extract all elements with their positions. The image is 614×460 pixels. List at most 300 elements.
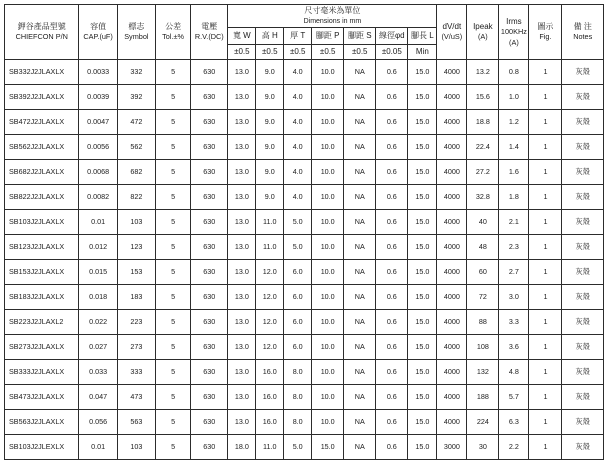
cell-thickness: 5.0 — [284, 210, 312, 235]
cell-part-number: SB562J2JLAXLX — [5, 135, 79, 160]
cell-symbol: 472 — [117, 110, 155, 135]
cell-width: 13.0 — [228, 410, 256, 435]
header-height: 高 H — [256, 28, 284, 45]
cell-symbol: 562 — [117, 135, 155, 160]
table-row — [5, 60, 604, 85]
cell-tolerance: 5 — [156, 235, 191, 260]
cell-pitch-p: 10.0 — [312, 385, 344, 410]
header-pitch-s: 腳距 S — [344, 28, 376, 45]
cell-thickness: 4.0 — [284, 135, 312, 160]
cell-dvdt: 4000 — [437, 160, 467, 185]
cell-part-number: SB473J2JLAXLX — [5, 385, 79, 410]
cell-rated-voltage: 630 — [191, 285, 228, 310]
table-row — [5, 160, 604, 185]
cell-symbol: 103 — [117, 210, 155, 235]
cell-lead-diameter: 0.6 — [376, 385, 408, 410]
cell-figure: 1 — [529, 285, 562, 310]
cell-note: 灰殼 — [562, 385, 604, 410]
header-pitch-p-tol: ±0.5 — [312, 45, 344, 60]
cell-symbol: 473 — [117, 385, 155, 410]
cell-part-number: SB123J2JLAXLX — [5, 235, 79, 260]
table-row — [5, 85, 604, 110]
table-row — [5, 360, 604, 385]
cell-dvdt: 4000 — [437, 260, 467, 285]
cell-lead-length: 15.0 — [408, 410, 437, 435]
cell-symbol: 333 — [117, 360, 155, 385]
header-width: 寬 W — [228, 28, 256, 45]
cell-lead-length: 15.0 — [408, 85, 437, 110]
cell-lead-diameter: 0.6 — [376, 85, 408, 110]
cell-pitch-p: 10.0 — [312, 260, 344, 285]
cell-dvdt: 3000 — [437, 435, 467, 460]
cell-dvdt: 4000 — [437, 410, 467, 435]
cell-tolerance: 5 — [156, 435, 191, 460]
header-height-tol: ±0.5 — [256, 45, 284, 60]
cell-width: 13.0 — [228, 60, 256, 85]
cell-ipeak: 88 — [467, 310, 499, 335]
header-lead-length-tol: Min — [408, 45, 437, 60]
cell-figure: 1 — [529, 110, 562, 135]
cell-note: 灰殼 — [562, 160, 604, 185]
cell-lead-length: 15.0 — [408, 285, 437, 310]
cell-part-number: SB563J2JLAXLX — [5, 410, 79, 435]
cell-lead-diameter: 0.6 — [376, 260, 408, 285]
cell-width: 13.0 — [228, 360, 256, 385]
cell-part-number: SB183J2JLAXLX — [5, 285, 79, 310]
header-lead-diameter-tol: ±0.05 — [376, 45, 408, 60]
cell-capacitance: 0.015 — [79, 260, 117, 285]
cell-rated-voltage: 630 — [191, 260, 228, 285]
cell-tolerance: 5 — [156, 310, 191, 335]
cell-dvdt: 4000 — [437, 360, 467, 385]
cell-width: 13.0 — [228, 135, 256, 160]
cell-lead-length: 15.0 — [408, 210, 437, 235]
cell-width: 13.0 — [228, 85, 256, 110]
cell-irms: 3.6 — [499, 335, 529, 360]
cell-width: 13.0 — [228, 185, 256, 210]
cell-ipeak: 15.6 — [467, 85, 499, 110]
cell-dvdt: 4000 — [437, 110, 467, 135]
cell-rated-voltage: 630 — [191, 410, 228, 435]
header-width-tol: ±0.5 — [228, 45, 256, 60]
cell-pitch-p: 10.0 — [312, 285, 344, 310]
cell-capacitance: 0.027 — [79, 335, 117, 360]
cell-thickness: 6.0 — [284, 310, 312, 335]
table-body — [5, 60, 604, 460]
cell-part-number: SB472J2JLAXLX — [5, 110, 79, 135]
cell-irms: 5.7 — [499, 385, 529, 410]
header-dvdt: dV/dt (V/uS) — [437, 5, 467, 60]
cell-symbol: 392 — [117, 85, 155, 110]
cell-tolerance: 5 — [156, 135, 191, 160]
cell-rated-voltage: 630 — [191, 235, 228, 260]
cell-rated-voltage: 630 — [191, 360, 228, 385]
cell-rated-voltage: 630 — [191, 310, 228, 335]
cell-width: 13.0 — [228, 210, 256, 235]
cell-thickness: 4.0 — [284, 60, 312, 85]
cell-capacitance: 0.018 — [79, 285, 117, 310]
cell-tolerance: 5 — [156, 385, 191, 410]
cell-height: 16.0 — [256, 360, 284, 385]
cell-pitch-p: 15.0 — [312, 435, 344, 460]
cell-symbol: 822 — [117, 185, 155, 210]
cell-capacitance: 0.01 — [79, 210, 117, 235]
header-rated-voltage: 電壓 R.V.(DC) — [191, 5, 228, 60]
cell-figure: 1 — [529, 60, 562, 85]
cell-rated-voltage: 630 — [191, 110, 228, 135]
cell-figure: 1 — [529, 310, 562, 335]
cell-ipeak: 22.4 — [467, 135, 499, 160]
header-capacitance: 容值 CAP.(uF) — [79, 5, 117, 60]
cell-part-number: SB103J2JLEXLX — [5, 435, 79, 460]
cell-note: 灰殼 — [562, 85, 604, 110]
cell-figure: 1 — [529, 410, 562, 435]
cell-note: 灰殼 — [562, 360, 604, 385]
cell-dvdt: 4000 — [437, 335, 467, 360]
cell-irms: 1.2 — [499, 110, 529, 135]
cell-note: 灰殼 — [562, 310, 604, 335]
cell-part-number: SB682J2JLAXLX — [5, 160, 79, 185]
table-row — [5, 260, 604, 285]
cell-ipeak: 132 — [467, 360, 499, 385]
header-figure: 圖示 Fig. — [529, 5, 562, 60]
cell-dvdt: 4000 — [437, 85, 467, 110]
cell-pitch-s: NA — [344, 285, 376, 310]
cell-lead-length: 15.0 — [408, 260, 437, 285]
cell-pitch-s: NA — [344, 360, 376, 385]
cell-rated-voltage: 630 — [191, 135, 228, 160]
cell-note: 灰殼 — [562, 185, 604, 210]
cell-width: 13.0 — [228, 335, 256, 360]
cell-part-number: SB392J2JLAXLX — [5, 85, 79, 110]
cell-height: 12.0 — [256, 260, 284, 285]
cell-capacitance: 0.0082 — [79, 185, 117, 210]
cell-height: 9.0 — [256, 60, 284, 85]
cell-note: 灰殼 — [562, 260, 604, 285]
cell-pitch-s: NA — [344, 210, 376, 235]
cell-pitch-s: NA — [344, 310, 376, 335]
cell-capacitance: 0.0056 — [79, 135, 117, 160]
cell-capacitance: 0.022 — [79, 310, 117, 335]
cell-pitch-p: 10.0 — [312, 410, 344, 435]
cell-pitch-p: 10.0 — [312, 310, 344, 335]
cell-tolerance: 5 — [156, 185, 191, 210]
cell-tolerance: 5 — [156, 110, 191, 135]
header-ipeak: Ipeak (A) — [467, 5, 499, 60]
cell-symbol: 223 — [117, 310, 155, 335]
cell-lead-length: 15.0 — [408, 160, 437, 185]
cell-lead-length: 15.0 — [408, 235, 437, 260]
cell-note: 灰殼 — [562, 435, 604, 460]
cell-figure: 1 — [529, 235, 562, 260]
cell-tolerance: 5 — [156, 410, 191, 435]
cell-pitch-p: 10.0 — [312, 360, 344, 385]
cell-dvdt: 4000 — [437, 210, 467, 235]
cell-thickness: 5.0 — [284, 435, 312, 460]
cell-irms: 1.4 — [499, 135, 529, 160]
cell-lead-length: 15.0 — [408, 435, 437, 460]
cell-part-number: SB223J2JLAXL2 — [5, 310, 79, 335]
cell-irms: 3.3 — [499, 310, 529, 335]
cell-irms: 1.6 — [499, 160, 529, 185]
cell-thickness: 6.0 — [284, 285, 312, 310]
cell-thickness: 6.0 — [284, 335, 312, 360]
cell-note: 灰殼 — [562, 135, 604, 160]
spec-sheet — [4, 4, 604, 460]
cell-irms: 3.0 — [499, 285, 529, 310]
cell-symbol: 123 — [117, 235, 155, 260]
cell-tolerance: 5 — [156, 285, 191, 310]
cell-ipeak: 108 — [467, 335, 499, 360]
cell-part-number: SB103J2JLAXLX — [5, 210, 79, 235]
cell-rated-voltage: 630 — [191, 85, 228, 110]
cell-part-number: SB273J2JLAXLX — [5, 335, 79, 360]
header-thickness-tol: ±0.5 — [284, 45, 312, 60]
cell-lead-diameter: 0.6 — [376, 135, 408, 160]
cell-part-number: SB153J2JLAXLX — [5, 260, 79, 285]
cell-pitch-p: 10.0 — [312, 185, 344, 210]
header-tolerance: 公差 Tol.±% — [156, 5, 191, 60]
table-row — [5, 110, 604, 135]
cell-lead-length: 15.0 — [408, 310, 437, 335]
cell-thickness: 8.0 — [284, 410, 312, 435]
cell-irms: 1.0 — [499, 85, 529, 110]
cell-lead-diameter: 0.6 — [376, 110, 408, 135]
cell-pitch-s: NA — [344, 335, 376, 360]
cell-ipeak: 30 — [467, 435, 499, 460]
cell-ipeak: 48 — [467, 235, 499, 260]
cell-tolerance: 5 — [156, 85, 191, 110]
cell-tolerance: 5 — [156, 210, 191, 235]
cell-figure: 1 — [529, 160, 562, 185]
cell-figure: 1 — [529, 210, 562, 235]
cell-irms: 0.8 — [499, 60, 529, 85]
cell-ipeak: 27.2 — [467, 160, 499, 185]
cell-rated-voltage: 630 — [191, 160, 228, 185]
cell-pitch-p: 10.0 — [312, 110, 344, 135]
cell-symbol: 273 — [117, 335, 155, 360]
cell-capacitance: 0.0033 — [79, 60, 117, 85]
table-header — [5, 5, 604, 60]
header-pitch-p: 腳距 P — [312, 28, 344, 45]
header-lead-diameter: 線徑φd — [376, 28, 408, 45]
cell-figure: 1 — [529, 185, 562, 210]
cell-lead-diameter: 0.6 — [376, 360, 408, 385]
cell-height: 9.0 — [256, 110, 284, 135]
cell-pitch-s: NA — [344, 60, 376, 85]
cell-lead-diameter: 0.6 — [376, 335, 408, 360]
cell-dvdt: 4000 — [437, 385, 467, 410]
cell-lead-diameter: 0.6 — [376, 235, 408, 260]
header-part-number: 鉀谷產品型號 CHIEFCON P/N — [5, 5, 79, 60]
cell-irms: 6.3 — [499, 410, 529, 435]
table-row — [5, 185, 604, 210]
cell-tolerance: 5 — [156, 360, 191, 385]
table-row — [5, 335, 604, 360]
cell-lead-length: 15.0 — [408, 335, 437, 360]
cell-lead-length: 15.0 — [408, 60, 437, 85]
cell-capacitance: 0.0039 — [79, 85, 117, 110]
cell-rated-voltage: 630 — [191, 385, 228, 410]
cell-height: 11.0 — [256, 235, 284, 260]
cell-lead-diameter: 0.6 — [376, 285, 408, 310]
cell-part-number: SB332J2JLAXLX — [5, 60, 79, 85]
table-row — [5, 435, 604, 460]
cell-lead-length: 15.0 — [408, 385, 437, 410]
cell-lead-diameter: 0.6 — [376, 435, 408, 460]
cell-ipeak: 18.8 — [467, 110, 499, 135]
header-symbol: 標志 Symbol — [117, 5, 155, 60]
cell-ipeak: 60 — [467, 260, 499, 285]
cell-capacitance: 0.056 — [79, 410, 117, 435]
cell-height: 12.0 — [256, 285, 284, 310]
cell-ipeak: 40 — [467, 210, 499, 235]
cell-lead-length: 15.0 — [408, 135, 437, 160]
cell-thickness: 6.0 — [284, 260, 312, 285]
cell-pitch-s: NA — [344, 235, 376, 260]
header-lead-length: 腳長 L — [408, 28, 437, 45]
cell-pitch-p: 10.0 — [312, 160, 344, 185]
cell-capacitance: 0.033 — [79, 360, 117, 385]
cell-pitch-p: 10.0 — [312, 335, 344, 360]
cell-lead-diameter: 0.6 — [376, 210, 408, 235]
cell-figure: 1 — [529, 135, 562, 160]
cell-irms: 1.8 — [499, 185, 529, 210]
cell-pitch-s: NA — [344, 435, 376, 460]
cell-width: 18.0 — [228, 435, 256, 460]
table-row — [5, 135, 604, 160]
header-thickness: 厚 T — [284, 28, 312, 45]
cell-capacitance: 0.01 — [79, 435, 117, 460]
cell-thickness: 4.0 — [284, 160, 312, 185]
cell-ipeak: 188 — [467, 385, 499, 410]
cell-rated-voltage: 630 — [191, 210, 228, 235]
cell-lead-diameter: 0.6 — [376, 160, 408, 185]
cell-height: 12.0 — [256, 335, 284, 360]
cell-thickness: 4.0 — [284, 185, 312, 210]
cell-height: 11.0 — [256, 435, 284, 460]
cell-pitch-s: NA — [344, 160, 376, 185]
cell-thickness: 8.0 — [284, 360, 312, 385]
cell-pitch-s: NA — [344, 135, 376, 160]
cell-figure: 1 — [529, 335, 562, 360]
cell-height: 16.0 — [256, 385, 284, 410]
cell-thickness: 4.0 — [284, 110, 312, 135]
cell-width: 13.0 — [228, 160, 256, 185]
cell-thickness: 4.0 — [284, 85, 312, 110]
cell-irms: 2.7 — [499, 260, 529, 285]
cell-pitch-s: NA — [344, 85, 376, 110]
capacitor-spec-table — [4, 4, 604, 460]
cell-note: 灰殼 — [562, 60, 604, 85]
cell-height: 12.0 — [256, 310, 284, 335]
cell-tolerance: 5 — [156, 60, 191, 85]
cell-ipeak: 13.2 — [467, 60, 499, 85]
cell-irms: 2.1 — [499, 210, 529, 235]
cell-pitch-s: NA — [344, 385, 376, 410]
cell-symbol: 563 — [117, 410, 155, 435]
cell-figure: 1 — [529, 435, 562, 460]
cell-note: 灰殼 — [562, 335, 604, 360]
cell-dvdt: 4000 — [437, 310, 467, 335]
cell-pitch-s: NA — [344, 410, 376, 435]
cell-pitch-s: NA — [344, 260, 376, 285]
cell-dvdt: 4000 — [437, 235, 467, 260]
cell-capacitance: 0.047 — [79, 385, 117, 410]
cell-lead-diameter: 0.6 — [376, 410, 408, 435]
cell-rated-voltage: 630 — [191, 435, 228, 460]
cell-pitch-p: 10.0 — [312, 210, 344, 235]
cell-capacitance: 0.0047 — [79, 110, 117, 135]
cell-rated-voltage: 630 — [191, 60, 228, 85]
cell-height: 11.0 — [256, 210, 284, 235]
cell-capacitance: 0.0068 — [79, 160, 117, 185]
cell-height: 9.0 — [256, 185, 284, 210]
header-irms: Irms 100KHz (A) — [499, 5, 529, 60]
cell-height: 16.0 — [256, 410, 284, 435]
cell-dvdt: 4000 — [437, 185, 467, 210]
cell-irms: 2.2 — [499, 435, 529, 460]
cell-lead-length: 15.0 — [408, 110, 437, 135]
cell-width: 13.0 — [228, 235, 256, 260]
cell-pitch-s: NA — [344, 185, 376, 210]
cell-note: 灰殼 — [562, 210, 604, 235]
cell-pitch-s: NA — [344, 110, 376, 135]
cell-height: 9.0 — [256, 160, 284, 185]
cell-symbol: 153 — [117, 260, 155, 285]
cell-tolerance: 5 — [156, 260, 191, 285]
cell-irms: 2.3 — [499, 235, 529, 260]
cell-note: 灰殼 — [562, 410, 604, 435]
cell-symbol: 103 — [117, 435, 155, 460]
cell-dvdt: 4000 — [437, 285, 467, 310]
cell-tolerance: 5 — [156, 160, 191, 185]
cell-figure: 1 — [529, 385, 562, 410]
cell-lead-diameter: 0.6 — [376, 185, 408, 210]
cell-rated-voltage: 630 — [191, 335, 228, 360]
cell-height: 9.0 — [256, 135, 284, 160]
cell-width: 13.0 — [228, 110, 256, 135]
cell-ipeak: 224 — [467, 410, 499, 435]
cell-figure: 1 — [529, 260, 562, 285]
cell-tolerance: 5 — [156, 335, 191, 360]
table-row — [5, 235, 604, 260]
cell-width: 13.0 — [228, 385, 256, 410]
cell-ipeak: 32.8 — [467, 185, 499, 210]
cell-thickness: 8.0 — [284, 385, 312, 410]
cell-pitch-p: 10.0 — [312, 85, 344, 110]
cell-part-number: SB822J2JLAXLX — [5, 185, 79, 210]
header-dimensions: 尺寸毫米為單位 Dimensions in mm — [228, 5, 437, 28]
cell-note: 灰殼 — [562, 110, 604, 135]
cell-symbol: 682 — [117, 160, 155, 185]
cell-width: 13.0 — [228, 310, 256, 335]
cell-width: 13.0 — [228, 260, 256, 285]
table-row — [5, 410, 604, 435]
cell-dvdt: 4000 — [437, 60, 467, 85]
cell-figure: 1 — [529, 85, 562, 110]
cell-irms: 4.8 — [499, 360, 529, 385]
table-row — [5, 310, 604, 335]
cell-height: 9.0 — [256, 85, 284, 110]
table-row — [5, 285, 604, 310]
cell-figure: 1 — [529, 360, 562, 385]
cell-symbol: 332 — [117, 60, 155, 85]
cell-pitch-p: 10.0 — [312, 135, 344, 160]
cell-lead-diameter: 0.6 — [376, 60, 408, 85]
cell-thickness: 5.0 — [284, 235, 312, 260]
table-row — [5, 210, 604, 235]
